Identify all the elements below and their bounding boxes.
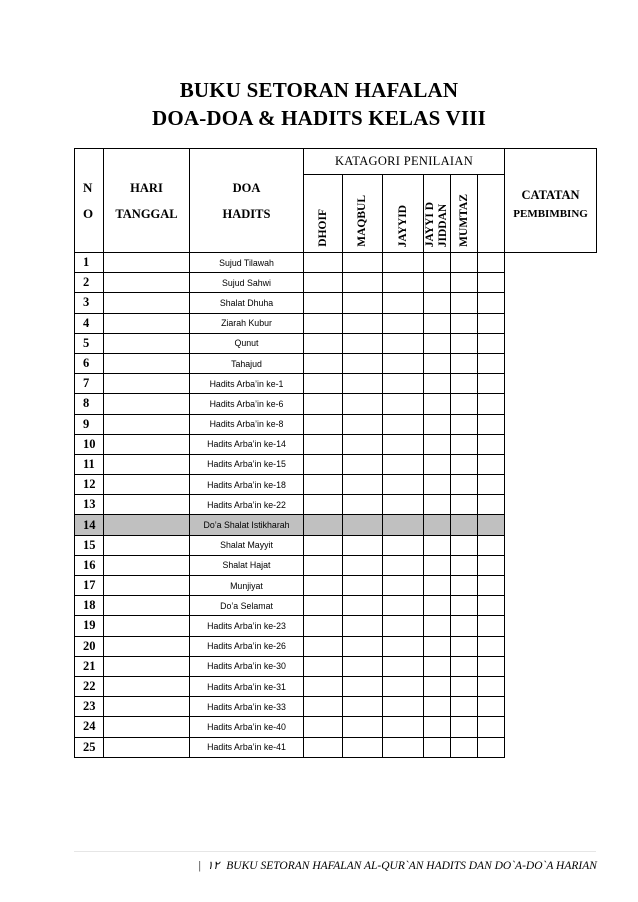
row-jayyid-jiddan-cell[interactable] xyxy=(424,555,451,575)
row-dhoif-cell[interactable] xyxy=(304,273,343,293)
row-jayyid-jiddan-cell[interactable] xyxy=(424,676,451,696)
row-maqbul-cell[interactable] xyxy=(343,717,383,737)
row-maqbul-cell[interactable] xyxy=(343,434,383,454)
row-number: 20 xyxy=(75,636,104,656)
row-date-cell[interactable] xyxy=(104,676,190,696)
row-jayyid-jiddan-cell[interactable] xyxy=(424,454,451,474)
row-catatan-cell[interactable] xyxy=(478,353,505,373)
table-row xyxy=(75,676,597,696)
row-dhoif-cell[interactable] xyxy=(304,596,343,616)
row-catatan-cell[interactable] xyxy=(478,394,505,414)
row-catatan-cell[interactable] xyxy=(478,434,505,454)
row-maqbul-cell[interactable] xyxy=(343,515,383,535)
row-dhoif-cell[interactable] xyxy=(304,656,343,676)
row-maqbul-cell[interactable] xyxy=(343,253,383,273)
row-doa: Munjiyat xyxy=(190,576,304,596)
row-catatan-cell[interactable] xyxy=(478,697,505,717)
table-row xyxy=(75,596,597,616)
row-mumtaz-cell[interactable] xyxy=(451,253,478,273)
row-doa: Hadits Arba’in ke-23 xyxy=(190,616,304,636)
row-mumtaz-cell[interactable] xyxy=(451,616,478,636)
cat-dhoif-label: DHOIF xyxy=(316,209,329,247)
row-mumtaz-cell[interactable] xyxy=(451,434,478,454)
row-jayyid-cell[interactable] xyxy=(383,394,424,414)
row-dhoif-cell[interactable] xyxy=(304,697,343,717)
row-maqbul-cell[interactable] xyxy=(343,596,383,616)
row-maqbul-cell[interactable] xyxy=(343,273,383,293)
cat-jayyid-jiddan-label xyxy=(424,196,450,247)
row-jayyid-jiddan-cell[interactable] xyxy=(424,636,451,656)
row-mumtaz-cell[interactable] xyxy=(451,273,478,293)
row-jayyid-jiddan-cell[interactable] xyxy=(424,576,451,596)
row-mumtaz-cell[interactable] xyxy=(451,515,478,535)
row-mumtaz-cell[interactable] xyxy=(451,535,478,555)
row-doa: Hadits Arba’in ke-41 xyxy=(190,737,304,757)
row-number: 9 xyxy=(75,414,104,434)
row-dhoif-cell[interactable] xyxy=(304,394,343,414)
row-date-cell[interactable] xyxy=(104,515,190,535)
row-mumtaz-cell[interactable] xyxy=(451,394,478,414)
row-jayyid-jiddan-cell[interactable] xyxy=(424,253,451,273)
row-dhoif-cell[interactable] xyxy=(304,576,343,596)
row-dhoif-cell[interactable] xyxy=(304,616,343,636)
row-jayyid-jiddan-cell[interactable] xyxy=(424,414,451,434)
row-date-cell[interactable] xyxy=(104,353,190,373)
row-doa: Hadits Arba’in ke-30 xyxy=(190,656,304,676)
row-catatan-cell[interactable] xyxy=(478,656,505,676)
row-date-cell[interactable] xyxy=(104,636,190,656)
table-row xyxy=(75,273,597,293)
row-maqbul-cell[interactable] xyxy=(343,535,383,555)
row-doa: Hadits Arba’in ke-22 xyxy=(190,495,304,515)
row-date-cell[interactable] xyxy=(104,717,190,737)
row-mumtaz-cell[interactable] xyxy=(451,737,478,757)
row-doa: Hadits Arba’in ke-26 xyxy=(190,636,304,656)
row-date-cell[interactable] xyxy=(104,333,190,353)
row-jayyid-jiddan-cell[interactable] xyxy=(424,737,451,757)
row-jayyid-cell[interactable] xyxy=(383,555,424,575)
row-number: 22 xyxy=(75,676,104,696)
row-dhoif-cell[interactable] xyxy=(304,737,343,757)
row-mumtaz-cell[interactable] xyxy=(451,717,478,737)
row-catatan-cell[interactable] xyxy=(478,676,505,696)
row-jayyid-jiddan-cell[interactable] xyxy=(424,515,451,535)
row-jayyid-cell[interactable] xyxy=(383,576,424,596)
row-date-cell[interactable] xyxy=(104,737,190,757)
row-jayyid-jiddan-cell[interactable] xyxy=(424,374,451,394)
row-dhoif-cell[interactable] xyxy=(304,717,343,737)
row-date-cell[interactable] xyxy=(104,535,190,555)
row-dhoif-cell[interactable] xyxy=(304,333,343,353)
row-number: 1 xyxy=(75,253,104,273)
table-row xyxy=(75,535,597,555)
header-no-line-1: N xyxy=(83,179,93,195)
row-jayyid-jiddan-cell[interactable] xyxy=(424,717,451,737)
table-row xyxy=(75,253,597,273)
table-row xyxy=(75,293,597,313)
row-jayyid-jiddan-cell[interactable] xyxy=(424,434,451,454)
row-mumtaz-cell[interactable] xyxy=(451,313,478,333)
row-dhoif-cell[interactable] xyxy=(304,636,343,656)
row-date-cell[interactable] xyxy=(104,434,190,454)
row-dhoif-cell[interactable] xyxy=(304,434,343,454)
row-number: 19 xyxy=(75,616,104,636)
row-doa: Hadits Arba’in ke-14 xyxy=(190,434,304,454)
row-maqbul-cell[interactable] xyxy=(343,333,383,353)
cat-mumtaz-label: MUMTAZ xyxy=(457,194,470,247)
row-jayyid-cell[interactable] xyxy=(383,636,424,656)
row-date-cell[interactable] xyxy=(104,596,190,616)
row-jayyid-cell[interactable] xyxy=(383,353,424,373)
header-doa-line-2: HADITS xyxy=(222,206,271,221)
row-catatan-cell[interactable] xyxy=(478,737,505,757)
row-dhoif-cell[interactable] xyxy=(304,454,343,474)
row-jayyid-cell[interactable] xyxy=(383,697,424,717)
row-jayyid-cell[interactable] xyxy=(383,475,424,495)
table-row xyxy=(75,697,597,717)
row-number: 12 xyxy=(75,475,104,495)
row-doa: Hadits Arba’in ke-15 xyxy=(190,454,304,474)
page-title-line-2: DOA-DOA & HADITS KELAS VIII xyxy=(151,106,487,130)
row-number: 25 xyxy=(75,737,104,757)
row-date-cell[interactable] xyxy=(104,555,190,575)
row-date-cell[interactable] xyxy=(104,374,190,394)
row-mumtaz-cell[interactable] xyxy=(451,333,478,353)
row-jayyid-jiddan-cell[interactable] xyxy=(424,394,451,414)
row-number: 15 xyxy=(75,535,104,555)
table-row xyxy=(75,616,597,636)
row-date-cell[interactable] xyxy=(104,697,190,717)
row-date-cell[interactable] xyxy=(104,656,190,676)
row-date-cell[interactable] xyxy=(104,576,190,596)
table-row xyxy=(75,434,597,454)
cat-jayyid-jiddan-line-2: JIDDAN xyxy=(437,203,449,247)
row-jayyid-cell[interactable] xyxy=(383,414,424,434)
row-jayyid-cell[interactable] xyxy=(383,253,424,273)
row-number: 24 xyxy=(75,717,104,737)
row-jayyid-jiddan-cell[interactable] xyxy=(424,293,451,313)
row-maqbul-cell[interactable] xyxy=(343,495,383,515)
footer xyxy=(198,858,597,872)
row-jayyid-jiddan-cell[interactable] xyxy=(424,656,451,676)
row-maqbul-cell[interactable] xyxy=(343,576,383,596)
row-jayyid-cell[interactable] xyxy=(383,656,424,676)
row-doa: Hadits Arba’in ke-40 xyxy=(190,717,304,737)
row-date-cell[interactable] xyxy=(104,475,190,495)
row-jayyid-jiddan-cell[interactable] xyxy=(424,273,451,293)
row-dhoif-cell[interactable] xyxy=(304,414,343,434)
header-cat-dhoif xyxy=(304,175,343,253)
row-catatan-cell[interactable] xyxy=(478,293,505,313)
row-maqbul-cell[interactable] xyxy=(343,313,383,333)
row-catatan-cell[interactable] xyxy=(478,454,505,474)
row-number: 4 xyxy=(75,313,104,333)
row-number: 2 xyxy=(75,273,104,293)
row-jayyid-cell[interactable] xyxy=(383,495,424,515)
row-mumtaz-cell[interactable] xyxy=(451,656,478,676)
row-doa: Hadits Arba’in ke-18 xyxy=(190,475,304,495)
row-doa: Shalat Dhuha xyxy=(190,293,304,313)
row-maqbul-cell[interactable] xyxy=(343,737,383,757)
row-doa: Shalat Hajat xyxy=(190,555,304,575)
row-mumtaz-cell[interactable] xyxy=(451,636,478,656)
row-number: 6 xyxy=(75,353,104,373)
row-catatan-cell[interactable] xyxy=(478,333,505,353)
table-row xyxy=(75,515,597,535)
header-doa xyxy=(190,149,304,253)
row-maqbul-cell[interactable] xyxy=(343,374,383,394)
row-jayyid-jiddan-cell[interactable] xyxy=(424,333,451,353)
row-mumtaz-cell[interactable] xyxy=(451,353,478,373)
row-number: 5 xyxy=(75,333,104,353)
row-doa: Hadits Arba’in ke-33 xyxy=(190,697,304,717)
table-row xyxy=(75,737,597,757)
header-no-line-2: O xyxy=(83,205,94,221)
row-jayyid-cell[interactable] xyxy=(383,515,424,535)
row-date-cell[interactable] xyxy=(104,616,190,636)
row-maqbul-cell[interactable] xyxy=(343,414,383,434)
row-catatan-cell[interactable] xyxy=(478,495,505,515)
row-number: 7 xyxy=(75,374,104,394)
row-dhoif-cell[interactable] xyxy=(304,293,343,313)
row-maqbul-cell[interactable] xyxy=(343,475,383,495)
footer-separator: | xyxy=(198,860,202,872)
row-jayyid-jiddan-cell[interactable] xyxy=(424,697,451,717)
row-mumtaz-cell[interactable] xyxy=(451,374,478,394)
row-jayyid-jiddan-cell[interactable] xyxy=(424,616,451,636)
row-doa: Shalat Mayyit xyxy=(190,535,304,555)
row-jayyid-cell[interactable] xyxy=(383,535,424,555)
row-dhoif-cell[interactable] xyxy=(304,676,343,696)
row-dhoif-cell[interactable] xyxy=(304,555,343,575)
row-maqbul-cell[interactable] xyxy=(343,616,383,636)
row-catatan-cell[interactable] xyxy=(478,535,505,555)
row-jayyid-jiddan-cell[interactable] xyxy=(424,596,451,616)
header-date xyxy=(104,149,190,253)
header-cat-jayyid-jiddan xyxy=(424,175,451,253)
row-mumtaz-cell[interactable] xyxy=(451,475,478,495)
row-jayyid-cell[interactable] xyxy=(383,676,424,696)
row-mumtaz-cell[interactable] xyxy=(451,414,478,434)
row-date-cell[interactable] xyxy=(104,253,190,273)
page-title-line-1: BUKU SETORAN HAFALAN xyxy=(179,78,459,102)
row-mumtaz-cell[interactable] xyxy=(451,454,478,474)
row-doa: Hadits Arba’in ke-6 xyxy=(190,394,304,414)
row-jayyid-cell[interactable] xyxy=(383,434,424,454)
row-dhoif-cell[interactable] xyxy=(304,515,343,535)
footer-text: BUKU SETORAN HAFALAN AL-QUR`AN HADITS DAN DO`A-DO`A HARIAN xyxy=(226,860,597,872)
header-no xyxy=(75,149,104,253)
row-doa: Ziarah Kubur xyxy=(190,313,304,333)
row-jayyid-jiddan-cell[interactable] xyxy=(424,535,451,555)
page-number: ١٢ xyxy=(207,860,220,872)
table-row xyxy=(75,576,597,596)
header-date-line-1: HARI xyxy=(130,180,163,195)
row-date-cell[interactable] xyxy=(104,313,190,333)
row-doa: Sujud Tilawah xyxy=(190,253,304,273)
table-row xyxy=(75,636,597,656)
header-catatan-line-1: CATATAN xyxy=(521,187,580,202)
row-date-cell[interactable] xyxy=(104,414,190,434)
row-number: 14 xyxy=(75,515,104,535)
header-date-line-2: TANGGAL xyxy=(115,206,178,221)
header-cat-maqbul xyxy=(343,175,383,253)
cat-jayyid-jiddan-line-1: JAYYI D xyxy=(424,201,436,247)
row-dhoif-cell[interactable] xyxy=(304,374,343,394)
header-catatan-line-2: PEMBIMBING xyxy=(513,207,588,220)
row-dhoif-cell[interactable] xyxy=(304,495,343,515)
row-catatan-cell[interactable] xyxy=(478,273,505,293)
row-jayyid-cell[interactable] xyxy=(383,293,424,313)
row-date-cell[interactable] xyxy=(104,273,190,293)
header-doa-line-1: DOA xyxy=(232,180,261,195)
row-mumtaz-cell[interactable] xyxy=(451,697,478,717)
header-catatan xyxy=(505,149,597,253)
row-jayyid-cell[interactable] xyxy=(383,374,424,394)
row-maqbul-cell[interactable] xyxy=(343,636,383,656)
footer-divider xyxy=(74,851,596,852)
row-mumtaz-cell[interactable] xyxy=(451,576,478,596)
row-catatan-cell[interactable] xyxy=(478,374,505,394)
row-catatan-cell[interactable] xyxy=(478,576,505,596)
table-row xyxy=(75,374,597,394)
table-row xyxy=(75,353,597,373)
row-jayyid-jiddan-cell[interactable] xyxy=(424,475,451,495)
row-catatan-cell[interactable] xyxy=(478,475,505,495)
row-dhoif-cell[interactable] xyxy=(304,353,343,373)
header-cat-mumtaz xyxy=(451,175,478,253)
row-jayyid-cell[interactable] xyxy=(383,616,424,636)
row-jayyid-jiddan-cell[interactable] xyxy=(424,353,451,373)
row-catatan-cell[interactable] xyxy=(478,555,505,575)
row-dhoif-cell[interactable] xyxy=(304,475,343,495)
table-row xyxy=(75,313,597,333)
row-maqbul-cell[interactable] xyxy=(343,293,383,313)
row-jayyid-jiddan-cell[interactable] xyxy=(424,313,451,333)
table-row xyxy=(75,717,597,737)
row-number: 11 xyxy=(75,454,104,474)
row-jayyid-cell[interactable] xyxy=(383,454,424,474)
row-dhoif-cell[interactable] xyxy=(304,253,343,273)
table-row xyxy=(75,656,597,676)
row-maqbul-cell[interactable] xyxy=(343,555,383,575)
row-number: 16 xyxy=(75,555,104,575)
row-number: 21 xyxy=(75,656,104,676)
row-maqbul-cell[interactable] xyxy=(343,676,383,696)
row-mumtaz-cell[interactable] xyxy=(451,293,478,313)
row-catatan-cell[interactable] xyxy=(478,596,505,616)
row-maqbul-cell[interactable] xyxy=(343,353,383,373)
hafalan-table xyxy=(74,148,597,758)
row-maqbul-cell[interactable] xyxy=(343,697,383,717)
row-number: 17 xyxy=(75,576,104,596)
row-jayyid-cell[interactable] xyxy=(383,333,424,353)
row-catatan-cell[interactable] xyxy=(478,414,505,434)
row-date-cell[interactable] xyxy=(104,293,190,313)
table-row xyxy=(75,454,597,474)
row-doa: Do’a Shalat Istikharah xyxy=(190,515,304,535)
table-row xyxy=(75,555,597,575)
row-date-cell[interactable] xyxy=(104,454,190,474)
table-row xyxy=(75,475,597,495)
row-number: 8 xyxy=(75,394,104,414)
row-date-cell[interactable] xyxy=(104,495,190,515)
row-mumtaz-cell[interactable] xyxy=(451,555,478,575)
row-catatan-cell[interactable] xyxy=(478,616,505,636)
table-row xyxy=(75,333,597,353)
row-jayyid-cell[interactable] xyxy=(383,313,424,333)
row-maqbul-cell[interactable] xyxy=(343,394,383,414)
row-jayyid-cell[interactable] xyxy=(383,273,424,293)
row-dhoif-cell[interactable] xyxy=(304,535,343,555)
row-doa: Do’a Selamat xyxy=(190,596,304,616)
cat-maqbul-label: MAQBUL xyxy=(356,195,368,247)
cat-jayyid-label: JAYYID xyxy=(396,204,409,247)
row-maqbul-cell[interactable] xyxy=(343,454,383,474)
row-number: 3 xyxy=(75,293,104,313)
row-date-cell[interactable] xyxy=(104,394,190,414)
row-dhoif-cell[interactable] xyxy=(304,313,343,333)
row-jayyid-cell[interactable] xyxy=(383,596,424,616)
row-doa: Hadits Arba’in ke-1 xyxy=(190,374,304,394)
table-row xyxy=(75,414,597,434)
row-jayyid-cell[interactable] xyxy=(383,717,424,737)
header-cat-jayyid xyxy=(383,175,424,253)
row-maqbul-cell[interactable] xyxy=(343,656,383,676)
row-doa: Hadits Arba’in ke-31 xyxy=(190,676,304,696)
row-doa: Tahajud xyxy=(190,353,304,373)
row-doa: Qunut xyxy=(190,333,304,353)
row-doa: Hadits Arba’in ke-8 xyxy=(190,414,304,434)
row-mumtaz-cell[interactable] xyxy=(451,676,478,696)
row-catatan-cell[interactable] xyxy=(478,253,505,273)
row-catatan-cell[interactable] xyxy=(478,717,505,737)
header-kategori: KATAGORI PENILAIAN xyxy=(304,149,505,175)
table-row xyxy=(75,495,597,515)
row-mumtaz-cell[interactable] xyxy=(451,596,478,616)
row-catatan-cell[interactable] xyxy=(478,515,505,535)
row-catatan-cell[interactable] xyxy=(478,636,505,656)
row-number: 23 xyxy=(75,697,104,717)
row-catatan-cell[interactable] xyxy=(478,313,505,333)
row-number: 10 xyxy=(75,434,104,454)
row-doa: Sujud Sahwi xyxy=(190,273,304,293)
row-jayyid-jiddan-cell[interactable] xyxy=(424,495,451,515)
row-number: 18 xyxy=(75,596,104,616)
row-mumtaz-cell[interactable] xyxy=(451,495,478,515)
table-row xyxy=(75,394,597,414)
row-number: 13 xyxy=(75,495,104,515)
row-jayyid-cell[interactable] xyxy=(383,737,424,757)
